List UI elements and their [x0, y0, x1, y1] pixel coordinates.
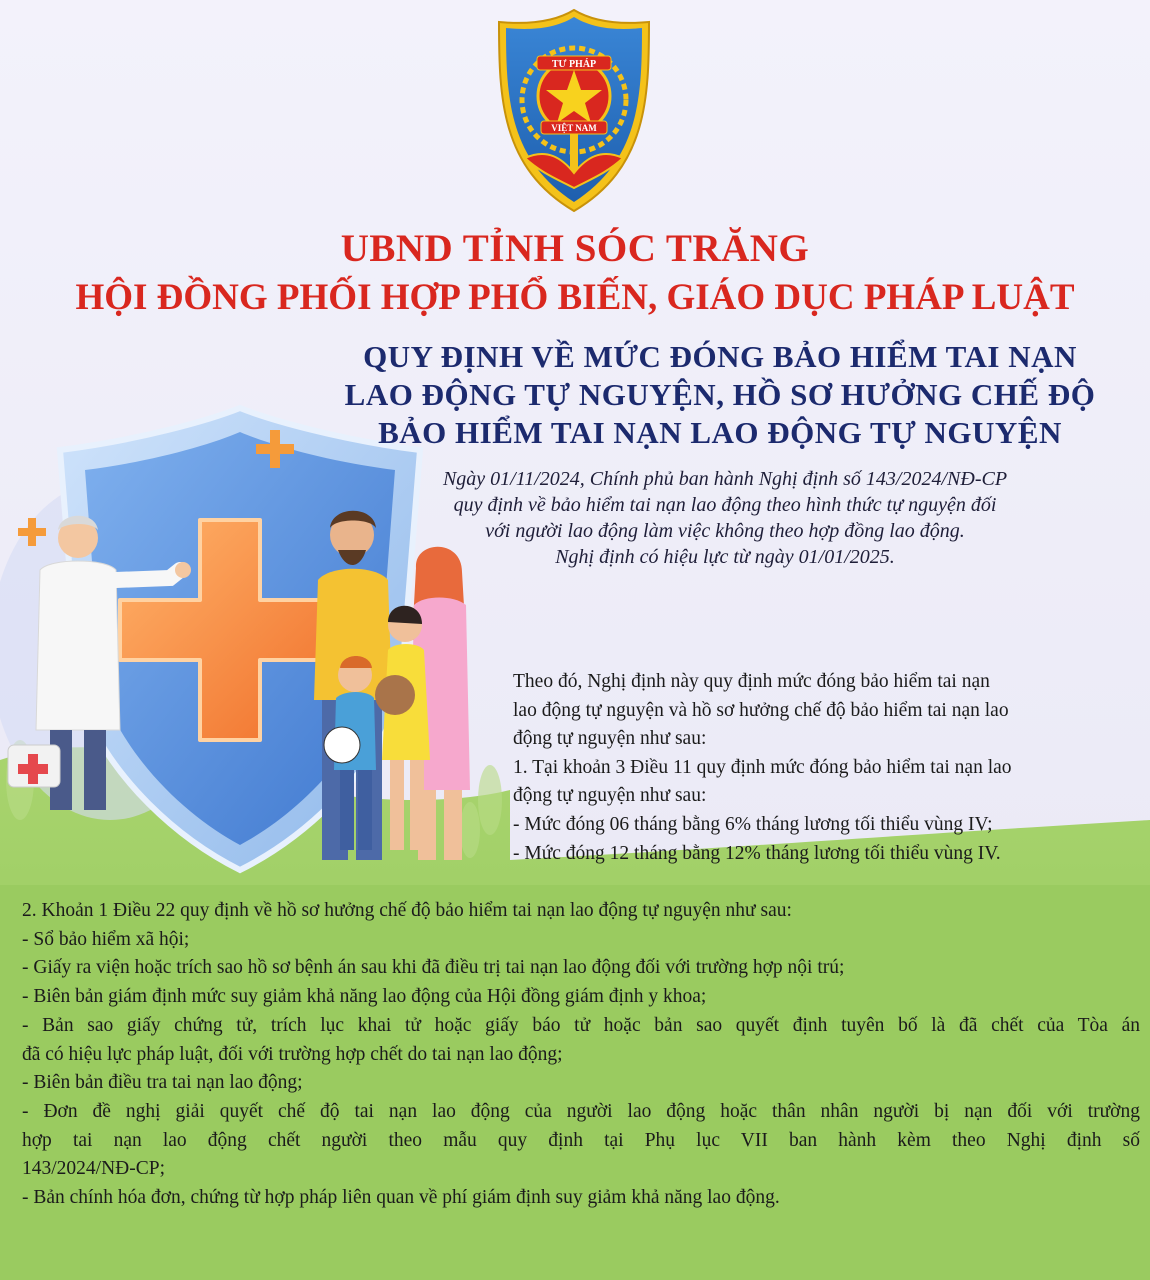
- section-2-text: [22, 897, 1140, 1213]
- section-1-text: [513, 668, 1138, 868]
- body-line: - Bản chính hóa đơn, chứng từ hợp pháp liên quan về phí giám định suy giảm khả năng lao động.: [22, 1187, 780, 1209]
- body-line: - Mức đóng 06 tháng bằng 6% tháng lương tối thiểu vùng IV;: [513, 813, 993, 835]
- justice-emblem: [497, 8, 651, 213]
- body-line: - Giấy ra viện hoặc trích sao hồ sơ bệnh án sau khi đã điều trị tai nạn lao động đối với trường hợp nội trú;: [22, 957, 845, 979]
- intro-paragraph: [330, 466, 1120, 570]
- body-line: - Sổ bảo hiểm xã hội;: [22, 928, 190, 950]
- body-line: - Biên bản giám định mức suy giảm khả năng lao động của Hội đồng giám định y khoa;: [22, 986, 707, 1008]
- body-line: đã có hiệu lực pháp luật, đối với trường hợp chết do tai nạn lao động;: [22, 1043, 563, 1065]
- intro-line: Ngày 01/11/2024, Chính phủ ban hành Nghị định số 143/2024/NĐ-CP: [442, 468, 1008, 490]
- body-line: - Đơn đề nghị giải quyết chế độ tai nạn lao động của người lao động hoặc thân nhân người bị nạn đối với trường: [22, 1100, 1140, 1122]
- title-line: QUY ĐỊNH VỀ MỨC ĐÓNG BẢO HIỂM TAI NẠN: [363, 339, 1077, 374]
- body-line: Theo đó, Nghị định này quy định mức đóng bảo hiểm tai nạn: [513, 671, 990, 692]
- body-line: 143/2024/NĐ-CP;: [22, 1158, 166, 1180]
- intro-line: với người lao động làm việc không theo hợp đồng lao động.: [485, 520, 965, 542]
- body-line: 1. Tại khoản 3 Điều 11 quy định mức đóng bảo hiểm tai nạn lao: [513, 756, 1012, 778]
- document-title: [300, 338, 1140, 452]
- title-line: BẢO HIỂM TAI NẠN LAO ĐỘNG TỰ NGUYỆN: [378, 415, 1062, 450]
- emblem-bottom-text: VIỆT NAM: [551, 123, 597, 133]
- body-line: hợp tai nạn lao động chết người theo mẫu quy định tại Phụ lục VII ban hành kèm theo Nghị định số: [22, 1129, 1140, 1151]
- body-line: - Biên bản điều tra tai nạn lao động;: [22, 1072, 303, 1094]
- organization-name: UBND TỈNH SÓC TRĂNG: [340, 227, 810, 270]
- intro-line: quy định về bảo hiểm tai nạn lao động theo hình thức tự nguyện đối: [453, 494, 997, 516]
- council-name: HỘI ĐỒNG PHỐI HỢP PHỔ BIẾN, GIÁO DỤC PHÁP LUẬT: [75, 277, 1075, 318]
- title-line: LAO ĐỘNG TỰ NGUYỆN, HỒ SƠ HƯỞNG CHẾ ĐỘ: [344, 377, 1096, 412]
- body-line: động tự nguyện như sau:: [513, 785, 707, 807]
- body-line: lao động tự nguyện và hồ sơ hưởng chế độ bảo hiểm tai nạn lao: [513, 699, 1009, 721]
- body-line: động tự nguyện như sau:: [513, 728, 707, 750]
- emblem-top-text: TƯ PHÁP: [551, 59, 597, 70]
- body-line: 2. Khoản 1 Điều 22 quy định về hồ sơ hưởng chế độ bảo hiểm tai nạn lao động tự nguyện như sau:: [22, 900, 792, 921]
- body-line: - Mức đóng 12 tháng bằng 12% tháng lương tối thiểu vùng IV.: [513, 842, 1001, 864]
- intro-line: Nghị định có hiệu lực từ ngày 01/01/2025.: [555, 546, 895, 568]
- body-line: - Bản sao giấy chứng tử, trích lục khai tử hoặc giấy báo tử hoặc bản sao quyết định tuyên bố là đã chết của Tòa án: [22, 1014, 1140, 1036]
